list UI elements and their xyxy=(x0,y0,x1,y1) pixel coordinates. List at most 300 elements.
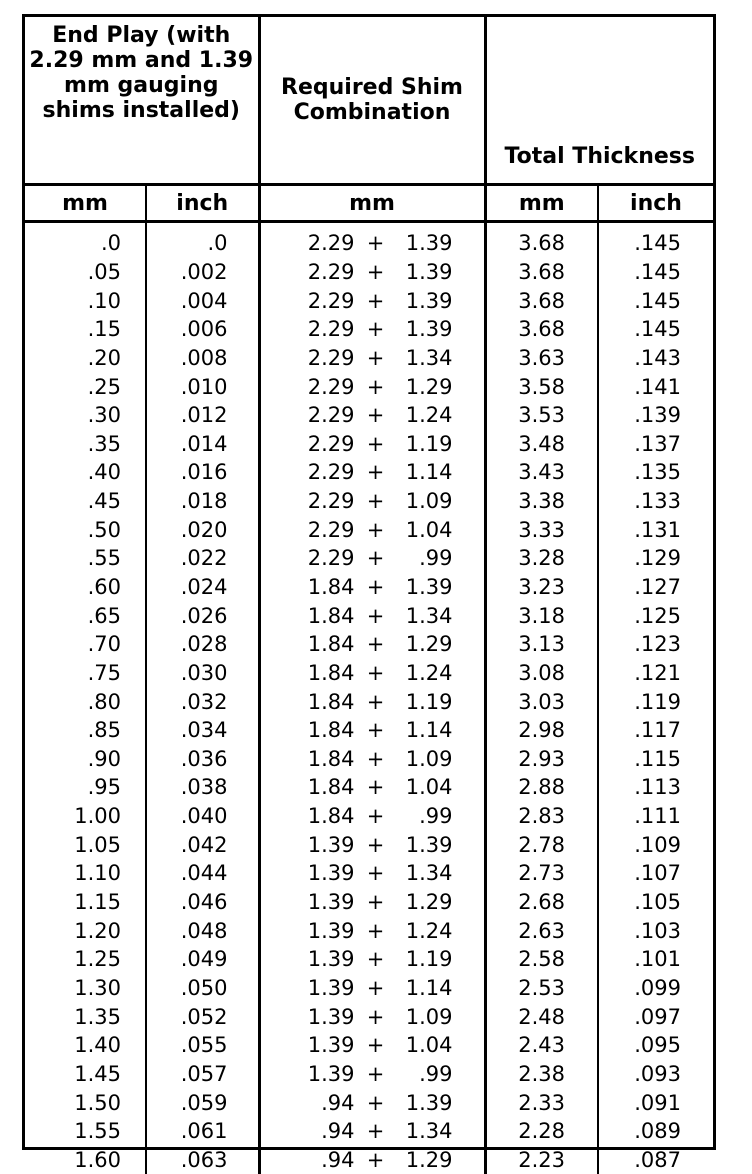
shim-b-value: .99 xyxy=(397,1060,453,1088)
end-play-inch-cell: .0 xyxy=(146,222,259,258)
total-mm-cell: 2.83 xyxy=(485,802,598,831)
total-inch-cell: .135 xyxy=(598,458,713,487)
total-mm-cell: 2.33 xyxy=(485,1088,598,1117)
total-mm-cell: 3.48 xyxy=(485,429,598,458)
shim-combination-cell xyxy=(259,1002,485,1031)
shim-a-value: 1.39 xyxy=(295,917,355,945)
plus-sign: + xyxy=(355,287,397,315)
plus-sign: + xyxy=(355,917,397,945)
shim-combination-cell xyxy=(259,601,485,630)
total-inch-cell: .145 xyxy=(598,222,713,258)
shim-b-value: 1.39 xyxy=(397,258,453,286)
end-play-mm-cell: 1.40 xyxy=(25,1031,146,1060)
shim-a-value: 1.84 xyxy=(295,602,355,630)
plus-sign: + xyxy=(355,659,397,687)
total-mm-cell: 3.18 xyxy=(485,601,598,630)
end-play-mm-cell: 1.00 xyxy=(25,802,146,831)
total-inch-cell: .139 xyxy=(598,401,713,430)
end-play-mm-cell: 1.50 xyxy=(25,1088,146,1117)
table-row xyxy=(25,515,713,544)
shim-a-value: 1.84 xyxy=(295,773,355,801)
shim-combination-cell xyxy=(259,1088,485,1117)
total-mm-cell: 3.28 xyxy=(485,544,598,573)
end-play-inch-cell: .024 xyxy=(146,573,259,602)
plus-sign: + xyxy=(355,315,397,343)
end-play-mm-cell: .70 xyxy=(25,630,146,659)
shim-a-value: 1.84 xyxy=(295,802,355,830)
end-play-inch-cell: .034 xyxy=(146,716,259,745)
shim-combination-cell xyxy=(259,515,485,544)
shim-b-value: 1.34 xyxy=(397,859,453,887)
end-play-mm-cell: .25 xyxy=(25,372,146,401)
shim-b-value: 1.29 xyxy=(397,1146,453,1174)
total-mm-cell: 2.78 xyxy=(485,830,598,859)
table-row xyxy=(25,687,713,716)
end-play-mm-cell: .65 xyxy=(25,601,146,630)
shim-b-value: 1.09 xyxy=(397,1003,453,1031)
table-row xyxy=(25,1031,713,1060)
shim-a-value: 2.29 xyxy=(295,287,355,315)
plus-sign: + xyxy=(355,888,397,916)
total-inch-cell: .115 xyxy=(598,745,713,774)
table-row xyxy=(25,458,713,487)
shim-b-value: 1.14 xyxy=(397,458,453,486)
unit-header-end-play-mm: mm xyxy=(25,185,146,222)
total-inch-cell: .145 xyxy=(598,286,713,315)
shim-b-value: 1.34 xyxy=(397,344,453,372)
total-inch-cell: .105 xyxy=(598,888,713,917)
end-play-inch-cell: .006 xyxy=(146,315,259,344)
shim-a-value: 1.39 xyxy=(295,888,355,916)
shim-a-value: 1.39 xyxy=(295,1031,355,1059)
plus-sign: + xyxy=(355,602,397,630)
plus-sign: + xyxy=(355,1003,397,1031)
total-mm-cell: 2.48 xyxy=(485,1002,598,1031)
shim-b-value: 1.39 xyxy=(397,287,453,315)
total-inch-cell: .129 xyxy=(598,544,713,573)
end-play-inch-cell: .028 xyxy=(146,630,259,659)
total-mm-cell: 2.43 xyxy=(485,1031,598,1060)
plus-sign: + xyxy=(355,1117,397,1145)
end-play-mm-cell: 1.35 xyxy=(25,1002,146,1031)
total-inch-cell: .109 xyxy=(598,830,713,859)
total-inch-cell: .123 xyxy=(598,630,713,659)
shim-combination-cell xyxy=(259,716,485,745)
total-mm-cell: 3.38 xyxy=(485,487,598,516)
total-mm-cell: 2.88 xyxy=(485,773,598,802)
plus-sign: + xyxy=(355,1146,397,1174)
table-row xyxy=(25,258,713,287)
total-inch-cell: .101 xyxy=(598,945,713,974)
total-inch-cell: .133 xyxy=(598,487,713,516)
end-play-mm-cell: .60 xyxy=(25,573,146,602)
end-play-inch-cell: .020 xyxy=(146,515,259,544)
table-row xyxy=(25,286,713,315)
plus-sign: + xyxy=(355,544,397,572)
total-inch-cell: .097 xyxy=(598,1002,713,1031)
shim-a-value: 2.29 xyxy=(295,430,355,458)
plus-sign: + xyxy=(355,229,397,257)
table-row xyxy=(25,859,713,888)
shim-combination-cell xyxy=(259,1031,485,1060)
table-row xyxy=(25,544,713,573)
end-play-inch-cell: .050 xyxy=(146,974,259,1003)
shim-a-value: 2.29 xyxy=(295,315,355,343)
total-mm-cell: 3.63 xyxy=(485,344,598,373)
shim-a-value: 1.39 xyxy=(295,974,355,1002)
table-row xyxy=(25,630,713,659)
end-play-mm-cell: .05 xyxy=(25,258,146,287)
end-play-inch-cell: .032 xyxy=(146,687,259,716)
table-row xyxy=(25,888,713,917)
end-play-inch-cell: .046 xyxy=(146,888,259,917)
end-play-inch-cell: .038 xyxy=(146,773,259,802)
shim-b-value: 1.39 xyxy=(397,229,453,257)
unit-header-total-mm: mm xyxy=(485,185,598,222)
shim-combination-cell xyxy=(259,859,485,888)
shim-a-value: 1.39 xyxy=(295,945,355,973)
total-mm-cell: 3.03 xyxy=(485,687,598,716)
plus-sign: + xyxy=(355,688,397,716)
plus-sign: + xyxy=(355,258,397,286)
end-play-mm-cell: .40 xyxy=(25,458,146,487)
total-mm-cell: 3.68 xyxy=(485,315,598,344)
table-row xyxy=(25,1088,713,1117)
end-play-inch-cell: .010 xyxy=(146,372,259,401)
total-inch-cell: .111 xyxy=(598,802,713,831)
plus-sign: + xyxy=(355,831,397,859)
end-play-mm-cell: 1.15 xyxy=(25,888,146,917)
shim-b-value: 1.14 xyxy=(397,974,453,1002)
end-play-mm-cell: 1.45 xyxy=(25,1060,146,1089)
shim-combination-cell xyxy=(259,659,485,688)
shim-a-value: .94 xyxy=(295,1089,355,1117)
shim-b-value: 1.04 xyxy=(397,1031,453,1059)
shim-combination-cell xyxy=(259,487,485,516)
unit-header-shim-mm: mm xyxy=(259,185,485,222)
shim-a-value: 1.84 xyxy=(295,630,355,658)
end-play-mm-cell: .30 xyxy=(25,401,146,430)
plus-sign: + xyxy=(355,458,397,486)
table-row xyxy=(25,659,713,688)
table-row xyxy=(25,802,713,831)
total-mm-cell: 2.58 xyxy=(485,945,598,974)
shim-b-value: 1.39 xyxy=(397,315,453,343)
end-play-inch-cell: .055 xyxy=(146,1031,259,1060)
total-inch-cell: .121 xyxy=(598,659,713,688)
shim-b-value: 1.19 xyxy=(397,430,453,458)
total-mm-cell: 3.68 xyxy=(485,258,598,287)
total-mm-cell: 2.38 xyxy=(485,1060,598,1089)
plus-sign: + xyxy=(355,373,397,401)
total-inch-cell: .087 xyxy=(598,1146,713,1174)
end-play-mm-cell: .55 xyxy=(25,544,146,573)
shim-selection-table xyxy=(25,17,713,1174)
total-inch-cell: .099 xyxy=(598,974,713,1003)
plus-sign: + xyxy=(355,1089,397,1117)
end-play-mm-cell: .85 xyxy=(25,716,146,745)
shim-b-value: 1.34 xyxy=(397,602,453,630)
shim-combination-cell xyxy=(259,222,485,258)
end-play-mm-cell: .35 xyxy=(25,429,146,458)
total-mm-cell: 2.23 xyxy=(485,1146,598,1174)
end-play-inch-cell: .022 xyxy=(146,544,259,573)
end-play-inch-cell: .026 xyxy=(146,601,259,630)
plus-sign: + xyxy=(355,974,397,1002)
table-row xyxy=(25,745,713,774)
shim-table-document xyxy=(22,14,716,1150)
table-row xyxy=(25,344,713,373)
table-row xyxy=(25,315,713,344)
shim-a-value: 1.39 xyxy=(295,1060,355,1088)
total-inch-cell: .141 xyxy=(598,372,713,401)
shim-combination-cell xyxy=(259,773,485,802)
shim-b-value: 1.29 xyxy=(397,373,453,401)
shim-combination-cell xyxy=(259,830,485,859)
plus-sign: + xyxy=(355,745,397,773)
plus-sign: + xyxy=(355,401,397,429)
total-mm-cell: 2.53 xyxy=(485,974,598,1003)
end-play-inch-cell: .059 xyxy=(146,1088,259,1117)
end-play-inch-cell: .044 xyxy=(146,859,259,888)
shim-combination-cell xyxy=(259,687,485,716)
shim-combination-cell xyxy=(259,258,485,287)
table-row xyxy=(25,573,713,602)
shim-combination-cell xyxy=(259,630,485,659)
shim-combination-cell xyxy=(259,344,485,373)
plus-sign: + xyxy=(355,516,397,544)
shim-b-value: .99 xyxy=(397,802,453,830)
shim-combination-cell xyxy=(259,573,485,602)
table-row xyxy=(25,1002,713,1031)
end-play-inch-cell: .018 xyxy=(146,487,259,516)
end-play-mm-cell: .75 xyxy=(25,659,146,688)
shim-a-value: 1.84 xyxy=(295,688,355,716)
shim-combination-cell xyxy=(259,458,485,487)
shim-a-value: 1.84 xyxy=(295,659,355,687)
end-play-mm-cell: 1.05 xyxy=(25,830,146,859)
plus-sign: + xyxy=(355,859,397,887)
shim-a-value: 2.29 xyxy=(295,458,355,486)
shim-b-value: 1.29 xyxy=(397,888,453,916)
table-row xyxy=(25,1117,713,1146)
total-mm-cell: 3.68 xyxy=(485,222,598,258)
end-play-mm-cell: 1.10 xyxy=(25,859,146,888)
shim-combination-cell xyxy=(259,888,485,917)
shim-b-value: 1.24 xyxy=(397,401,453,429)
total-mm-cell: 2.73 xyxy=(485,859,598,888)
shim-b-value: 1.24 xyxy=(397,659,453,687)
shim-combination-cell xyxy=(259,745,485,774)
shim-combination-cell xyxy=(259,945,485,974)
total-inch-cell: .091 xyxy=(598,1088,713,1117)
total-inch-cell: .117 xyxy=(598,716,713,745)
shim-a-value: 2.29 xyxy=(295,258,355,286)
shim-b-value: 1.09 xyxy=(397,487,453,515)
shim-b-value: 1.04 xyxy=(397,773,453,801)
end-play-inch-cell: .049 xyxy=(146,945,259,974)
shim-a-value: 1.39 xyxy=(295,831,355,859)
shim-a-value: 1.39 xyxy=(295,859,355,887)
shim-b-value: 1.19 xyxy=(397,945,453,973)
shim-combination-cell xyxy=(259,315,485,344)
total-mm-cell: 2.63 xyxy=(485,916,598,945)
shim-a-value: 1.84 xyxy=(295,745,355,773)
end-play-inch-cell: .057 xyxy=(146,1060,259,1089)
shim-a-value: 2.29 xyxy=(295,487,355,515)
end-play-mm-cell: 1.30 xyxy=(25,974,146,1003)
end-play-inch-cell: .004 xyxy=(146,286,259,315)
table-body xyxy=(25,222,713,1174)
table-row xyxy=(25,222,713,258)
shim-combination-cell xyxy=(259,544,485,573)
end-play-mm-cell: .0 xyxy=(25,222,146,258)
table-row xyxy=(25,601,713,630)
end-play-inch-cell: .036 xyxy=(146,745,259,774)
end-play-mm-cell: .50 xyxy=(25,515,146,544)
table-row xyxy=(25,1146,713,1174)
total-mm-cell: 3.13 xyxy=(485,630,598,659)
table-row xyxy=(25,945,713,974)
shim-a-value: 1.84 xyxy=(295,573,355,601)
end-play-mm-cell: 1.20 xyxy=(25,916,146,945)
end-play-inch-cell: .008 xyxy=(146,344,259,373)
shim-combination-cell xyxy=(259,1060,485,1089)
shim-a-value: 1.84 xyxy=(295,716,355,744)
total-inch-cell: .103 xyxy=(598,916,713,945)
shim-b-value: 1.34 xyxy=(397,1117,453,1145)
table-row xyxy=(25,773,713,802)
total-inch-cell: .131 xyxy=(598,515,713,544)
table-row xyxy=(25,429,713,458)
table-row xyxy=(25,916,713,945)
plus-sign: + xyxy=(355,773,397,801)
total-mm-cell: 3.68 xyxy=(485,286,598,315)
total-mm-cell: 2.28 xyxy=(485,1117,598,1146)
end-play-inch-cell: .040 xyxy=(146,802,259,831)
total-mm-cell: 2.98 xyxy=(485,716,598,745)
shim-b-value: 1.39 xyxy=(397,831,453,859)
end-play-mm-cell: .10 xyxy=(25,286,146,315)
table-row xyxy=(25,372,713,401)
end-play-inch-cell: .030 xyxy=(146,659,259,688)
total-inch-cell: .089 xyxy=(598,1117,713,1146)
shim-combination-cell xyxy=(259,429,485,458)
table-row xyxy=(25,974,713,1003)
shim-b-value: 1.39 xyxy=(397,1089,453,1117)
end-play-mm-cell: 1.25 xyxy=(25,945,146,974)
shim-a-value: 2.29 xyxy=(295,344,355,372)
plus-sign: + xyxy=(355,630,397,658)
shim-b-value: .99 xyxy=(397,544,453,572)
shim-a-value: 2.29 xyxy=(295,516,355,544)
end-play-mm-cell: .90 xyxy=(25,745,146,774)
shim-combination-cell xyxy=(259,372,485,401)
plus-sign: + xyxy=(355,573,397,601)
total-inch-cell: .145 xyxy=(598,315,713,344)
total-mm-cell: 3.53 xyxy=(485,401,598,430)
table-row xyxy=(25,716,713,745)
end-play-inch-cell: .052 xyxy=(146,1002,259,1031)
shim-combination-cell xyxy=(259,974,485,1003)
total-inch-cell: .093 xyxy=(598,1060,713,1089)
end-play-mm-cell: .45 xyxy=(25,487,146,516)
total-inch-cell: .113 xyxy=(598,773,713,802)
shim-combination-cell xyxy=(259,1146,485,1174)
required-shim-header: Required Shim Combination xyxy=(259,17,485,185)
shim-combination-cell xyxy=(259,401,485,430)
shim-b-value: 1.39 xyxy=(397,573,453,601)
total-mm-cell: 3.58 xyxy=(485,372,598,401)
shim-a-value: 2.29 xyxy=(295,544,355,572)
total-inch-cell: .127 xyxy=(598,573,713,602)
shim-b-value: 1.19 xyxy=(397,688,453,716)
shim-a-value: .94 xyxy=(295,1146,355,1174)
end-play-inch-cell: .048 xyxy=(146,916,259,945)
shim-combination-cell xyxy=(259,802,485,831)
end-play-mm-cell: .20 xyxy=(25,344,146,373)
end-play-inch-cell: .002 xyxy=(146,258,259,287)
shim-combination-cell xyxy=(259,1117,485,1146)
shim-a-value: 2.29 xyxy=(295,229,355,257)
end-play-inch-cell: .012 xyxy=(146,401,259,430)
total-mm-cell: 3.08 xyxy=(485,659,598,688)
unit-header-total-inch: inch xyxy=(598,185,713,222)
end-play-mm-cell: .95 xyxy=(25,773,146,802)
end-play-mm-cell: 1.60 xyxy=(25,1146,146,1174)
shim-a-value: .94 xyxy=(295,1117,355,1145)
table-row xyxy=(25,487,713,516)
plus-sign: + xyxy=(355,487,397,515)
shim-a-value: 2.29 xyxy=(295,401,355,429)
total-inch-cell: .107 xyxy=(598,859,713,888)
end-play-inch-cell: .042 xyxy=(146,830,259,859)
plus-sign: + xyxy=(355,945,397,973)
unit-header-end-play-inch: inch xyxy=(146,185,259,222)
shim-b-value: 1.09 xyxy=(397,745,453,773)
shim-combination-cell xyxy=(259,286,485,315)
total-mm-cell: 3.33 xyxy=(485,515,598,544)
total-inch-cell: .095 xyxy=(598,1031,713,1060)
plus-sign: + xyxy=(355,430,397,458)
shim-b-value: 1.24 xyxy=(397,917,453,945)
total-inch-cell: .145 xyxy=(598,258,713,287)
plus-sign: + xyxy=(355,1060,397,1088)
shim-b-value: 1.14 xyxy=(397,716,453,744)
end-play-mm-cell: .15 xyxy=(25,315,146,344)
shim-a-value: 1.39 xyxy=(295,1003,355,1031)
total-inch-cell: .137 xyxy=(598,429,713,458)
shim-b-value: 1.04 xyxy=(397,516,453,544)
shim-a-value: 2.29 xyxy=(295,373,355,401)
total-mm-cell: 2.93 xyxy=(485,745,598,774)
total-inch-cell: .125 xyxy=(598,601,713,630)
total-mm-cell: 3.23 xyxy=(485,573,598,602)
table-row xyxy=(25,401,713,430)
table-row xyxy=(25,830,713,859)
end-play-inch-cell: .061 xyxy=(146,1117,259,1146)
table-row xyxy=(25,1060,713,1089)
plus-sign: + xyxy=(355,344,397,372)
plus-sign: + xyxy=(355,802,397,830)
total-mm-cell: 2.68 xyxy=(485,888,598,917)
end-play-inch-cell: .016 xyxy=(146,458,259,487)
total-inch-cell: .119 xyxy=(598,687,713,716)
total-mm-cell: 3.43 xyxy=(485,458,598,487)
plus-sign: + xyxy=(355,1031,397,1059)
end-play-mm-cell: .80 xyxy=(25,687,146,716)
shim-combination-cell xyxy=(259,916,485,945)
